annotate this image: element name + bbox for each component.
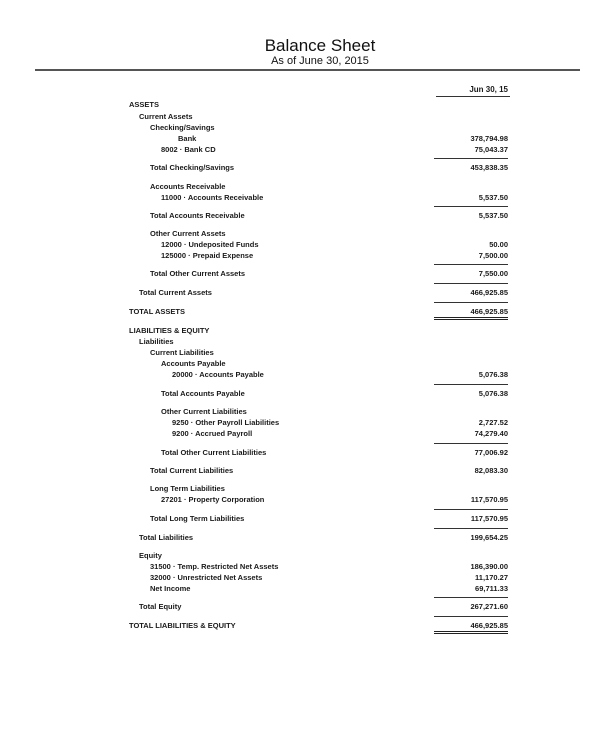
account-row: 31500 · Temp. Restricted Net Assets 186,390.00 xyxy=(150,562,508,571)
total-row: Total Checking/Savings 453,838.35 xyxy=(150,163,508,172)
total-row: Total Liabilities 199,654.25 xyxy=(139,533,508,542)
group-heading: Other Current Liabilities xyxy=(161,407,247,416)
group-heading: Liabilities xyxy=(139,337,174,346)
account-row: 27201 · Property Corporation 117,570.95 xyxy=(161,495,508,504)
group-heading: Accounts Receivable xyxy=(150,182,226,191)
account-row: 9250 · Other Payroll Liabilities 2,727.52 xyxy=(172,418,508,427)
report-date: As of June 30, 2015 xyxy=(271,55,369,67)
group-heading: Equity xyxy=(139,551,162,560)
account-row: 32000 · Unrestricted Net Assets 11,170.27 xyxy=(150,573,508,582)
total-row: Total Accounts Payable 5,076.38 xyxy=(161,389,508,398)
total-row: Total Current Assets 466,925.85 xyxy=(139,288,508,297)
total-row: Total Other Current Assets 7,550.00 xyxy=(150,269,508,278)
section-heading: LIABILITIES & EQUITY xyxy=(129,326,210,335)
section-heading: ASSETS xyxy=(129,100,160,109)
account-row: 8002 · Bank CD 75,043.37 xyxy=(161,145,508,154)
group-heading: Current Liabilities xyxy=(150,348,214,357)
account-row: Net Income 69,711.33 xyxy=(150,584,508,593)
total-row: Total Long Term Liabilities 117,570.95 xyxy=(150,514,508,523)
account-row: 20000 · Accounts Payable 5,076.38 xyxy=(172,370,508,379)
total-row: Total Equity 267,271.60 xyxy=(139,602,508,611)
account-row: 125000 · Prepaid Expense 7,500.00 xyxy=(161,251,508,260)
header-divider xyxy=(35,69,580,71)
total-row: Total Other Current Liabilities 77,006.92 xyxy=(161,448,508,457)
page-title: Balance Sheet xyxy=(264,36,376,55)
account-row: Bank 378,794.98 xyxy=(178,134,508,143)
group-heading: Current Assets xyxy=(139,112,193,121)
column-header-rule xyxy=(436,96,510,97)
group-heading: Long Term Liabilities xyxy=(150,484,225,493)
total-row: Total Accounts Receivable 5,537.50 xyxy=(150,211,508,220)
total-row: Total Current Liabilities 82,083.30 xyxy=(150,466,508,475)
group-heading: Checking/Savings xyxy=(150,123,215,132)
grand-total-row: TOTAL LIABILITIES & EQUITY 466,925.85 xyxy=(129,621,508,630)
group-heading: Accounts Payable xyxy=(161,359,226,368)
group-heading: Other Current Assets xyxy=(150,229,226,238)
account-row: 12000 · Undeposited Funds 50.00 xyxy=(161,240,508,249)
account-row: 11000 · Accounts Receivable 5,537.50 xyxy=(161,193,508,202)
account-row: 9200 · Accrued Payroll 74,279.40 xyxy=(172,429,508,438)
column-header: Jun 30, 15 xyxy=(469,85,508,94)
grand-total-row: TOTAL ASSETS 466,925.85 xyxy=(129,307,508,316)
